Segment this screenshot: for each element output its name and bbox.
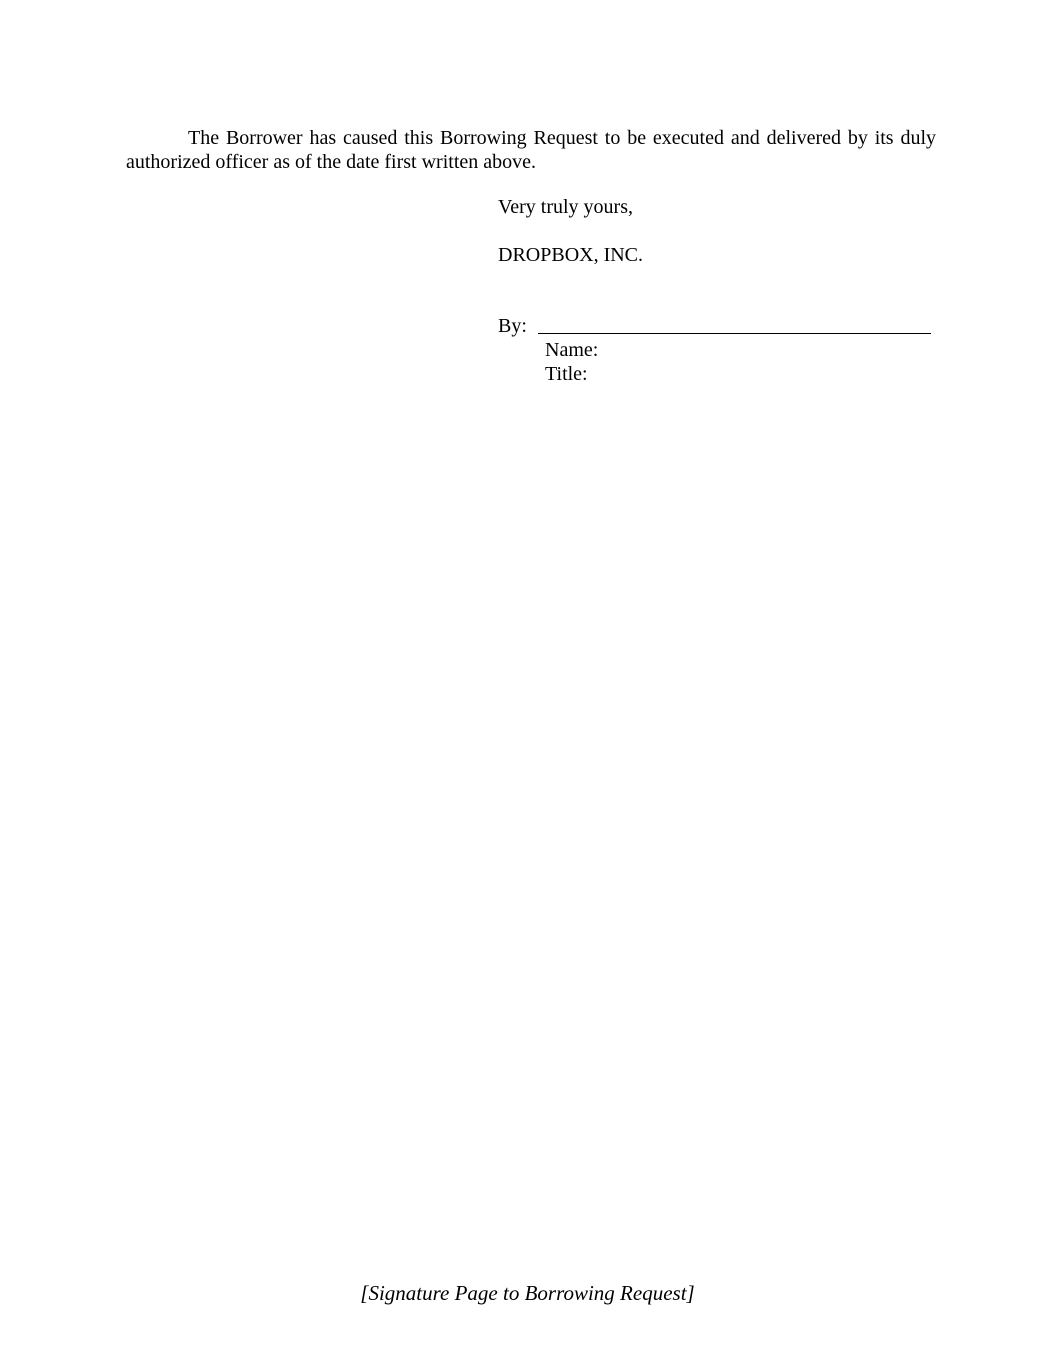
name-label: Name: (545, 339, 599, 361)
signature-line (538, 333, 931, 334)
by-label: By: (498, 315, 527, 337)
body-paragraph: The Borrower has caused this Borrowing Request to be executed and delivered by its duly authorized officer as of the date first written above. (126, 127, 936, 173)
title-label: Title: (545, 363, 588, 385)
company-name: DROPBOX, INC. (498, 244, 644, 266)
signature-page-caption: [Signature Page to Borrowing Request] (360, 1281, 695, 1305)
closing-salutation: Very truly yours, (498, 196, 633, 218)
